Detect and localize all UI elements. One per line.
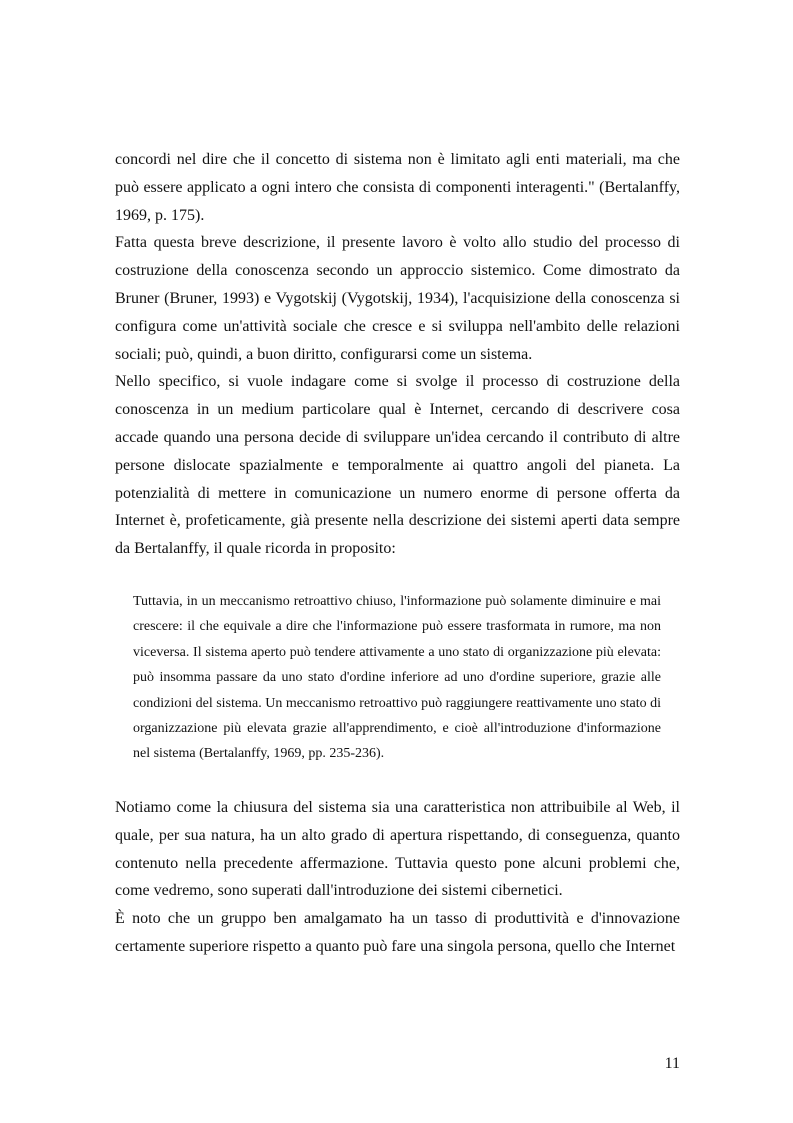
block-quote <box>133 589 661 767</box>
page-number: 11 <box>664 1055 680 1072</box>
paragraph-continuation: concordi nel dire che il concetto di sistema non è limitato agli enti materiali, ma che può essere applicato a ogni intero che consista di componenti interagenti." (Bertalanffy, 1969, p. 175). <box>115 151 680 224</box>
body-text-bottom <box>115 794 680 961</box>
paragraph-internet: Nello specifico, si vuole indagare come si svolge il processo di costruzione della conoscenza in un medium particolare qual è Internet, cercando di descrivere cosa accade quando una persona decide di sviluppare un'idea cercando il contributo di altre persone dislocate spazialmente e temporalmente ai quattro angoli del pianeta. La potenzialità di mettere in comunicazione un numero enorme di persone offerta da Internet è, profeticamente, già presente nella descrizione dei sistemi aperti data sempre da Bertalanffy, il quale ricorda in proposito: <box>115 373 680 558</box>
paragraph-web: Notiamo come la chiusura del sistema sia una caratteristica non attribuibile al Web, il quale, per sua natura, ha un alto grado di apertura rispettando, di conseguenza, quanto contenuto nella precedente affermazione. Tuttavia questo pone alcuni problemi che, come vedremo, sono superati dall'introduzione dei sistemi cibernetici. <box>115 799 680 900</box>
quote-text: Tuttavia, in un meccanismo retroattivo chiuso, l'informazione può solamente diminuire e mai crescere: il che equivale a dire che l'informazione può essere trasformata in rumore, ma non viceversa. Il sistema aperto può tendere attivamente a uno stato di organizzazione più elevata: può insomma passare da uno stato d'ordine inferiore ad uno d'ordine superiore, grazie alle condizioni del sistema. Un meccanismo retroattivo può raggiungere reattivamente uno stato di organizzazione più elevata grazie all'apprendimento, e cioè all'introduzione d'informazione nel sistema (Bertalanffy, 1969, pp. 235-236). <box>133 594 661 762</box>
paragraph-description: Fatta questa breve descrizione, il presente lavoro è volto allo studio del processo di costruzione della conoscenza secondo un approccio sistemico. Come dimostrato da Bruner (Bruner, 1993) e Vygotskij (Vygotskij, 1934), l'acquisizione della conoscenza si configura come un'attività sociale che cresce e si sviluppa nell'ambito delle relazioni sociali; può, quindi, a buon diritto, configurarsi come un sistema. <box>115 234 680 363</box>
body-text-top <box>115 146 680 563</box>
paragraph-group: È noto che un gruppo ben amalgamato ha un tasso di produttività e d'innovazione certamente superiore rispetto a quanto può fare una singola persona, quello che Internet <box>115 910 680 955</box>
